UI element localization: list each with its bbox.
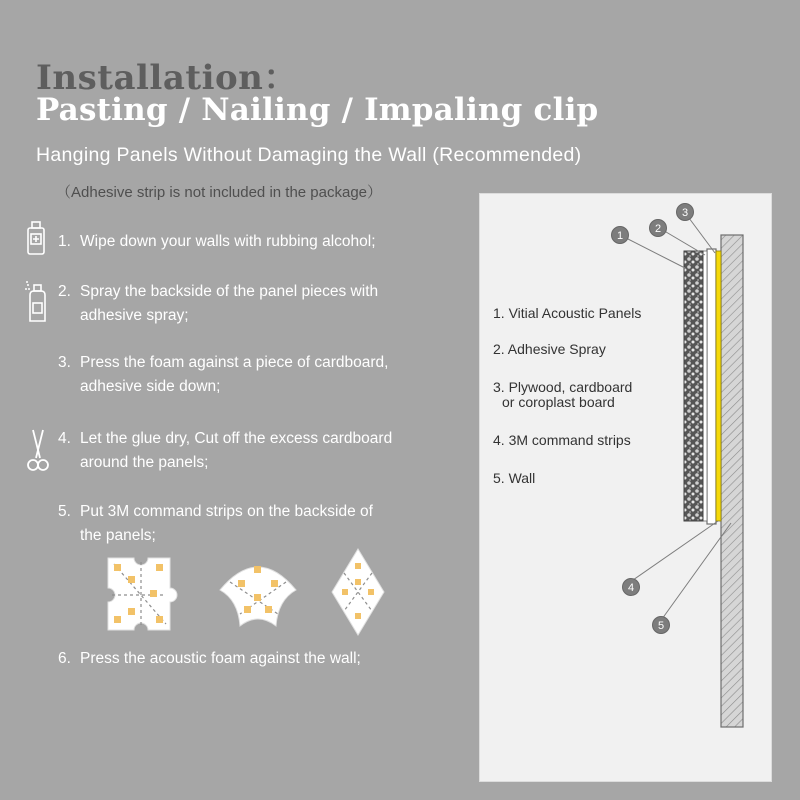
step-number: 5. [58,503,71,520]
step-text: Press the foam against a piece of cardboard, [80,354,389,371]
step-6 [58,647,478,671]
board-layer [707,249,716,524]
fan-panel-icon [216,550,300,628]
legend-item-acoustic-panels: 1. Vitial Acoustic Panels [493,305,642,321]
step-1 [58,230,478,254]
alcohol-bottle-icon [24,220,48,256]
step-text: Put 3M command strips on the backside of [80,503,373,520]
step-text-line2: adhesive spray; [80,307,189,324]
legend-item-adhesive-spray: 2. Adhesive Spray [493,341,606,357]
legend-item-command-strips: 4. 3M command strips [493,432,631,448]
legend-item-wall: 5. Wall [493,470,536,486]
scissors-icon [24,428,52,474]
step-number: 6. [58,650,71,667]
step-text-line2: around the panels; [80,454,209,471]
legend-item-board: 3. Plywood, cardboard or coroplast board [493,379,633,410]
wall-layer [721,235,743,727]
puzzle-panel-icon [104,554,188,634]
callout-5: 5 [652,616,670,634]
step-number: 2. [58,283,71,300]
step-number: 1. [58,233,71,250]
command-strip-layer [716,251,721,521]
note: （Adhesive strip is not included in the package） [56,184,383,201]
callout-1: 1 [611,226,629,244]
step-3 [58,351,478,399]
step-number: 4. [58,430,71,447]
callout-4: 4 [622,578,640,596]
step-text-line2: the panels; [80,527,156,544]
methods-title: Pasting / Nailing / Impaling clip [36,92,599,128]
step-text-line2: adhesive side down; [80,378,221,395]
step-text: Let the glue dry, Cut off the excess cardboard [80,430,393,447]
step-5 [58,500,478,548]
step-text: Spray the backside of the panel pieces with [80,283,379,300]
callout-3: 3 [676,203,694,221]
step-2 [58,280,478,328]
step-text: Press the acoustic foam against the wall; [80,650,361,667]
acoustic-panel-layer [684,251,703,521]
diamond-panel-icon [330,547,386,637]
installation-title: Installation： [36,58,298,98]
adhesive-layer [703,251,707,521]
step-number: 3. [58,354,71,371]
step-4 [58,427,478,475]
callout-2: 2 [649,219,667,237]
step-text: Wipe down your walls with rubbing alcohol; [80,233,376,250]
spray-can-icon [24,281,50,323]
subtitle: Hanging Panels Without Damaging the Wall (Recommended) [36,144,582,166]
wall-layer-diagram [479,193,772,782]
